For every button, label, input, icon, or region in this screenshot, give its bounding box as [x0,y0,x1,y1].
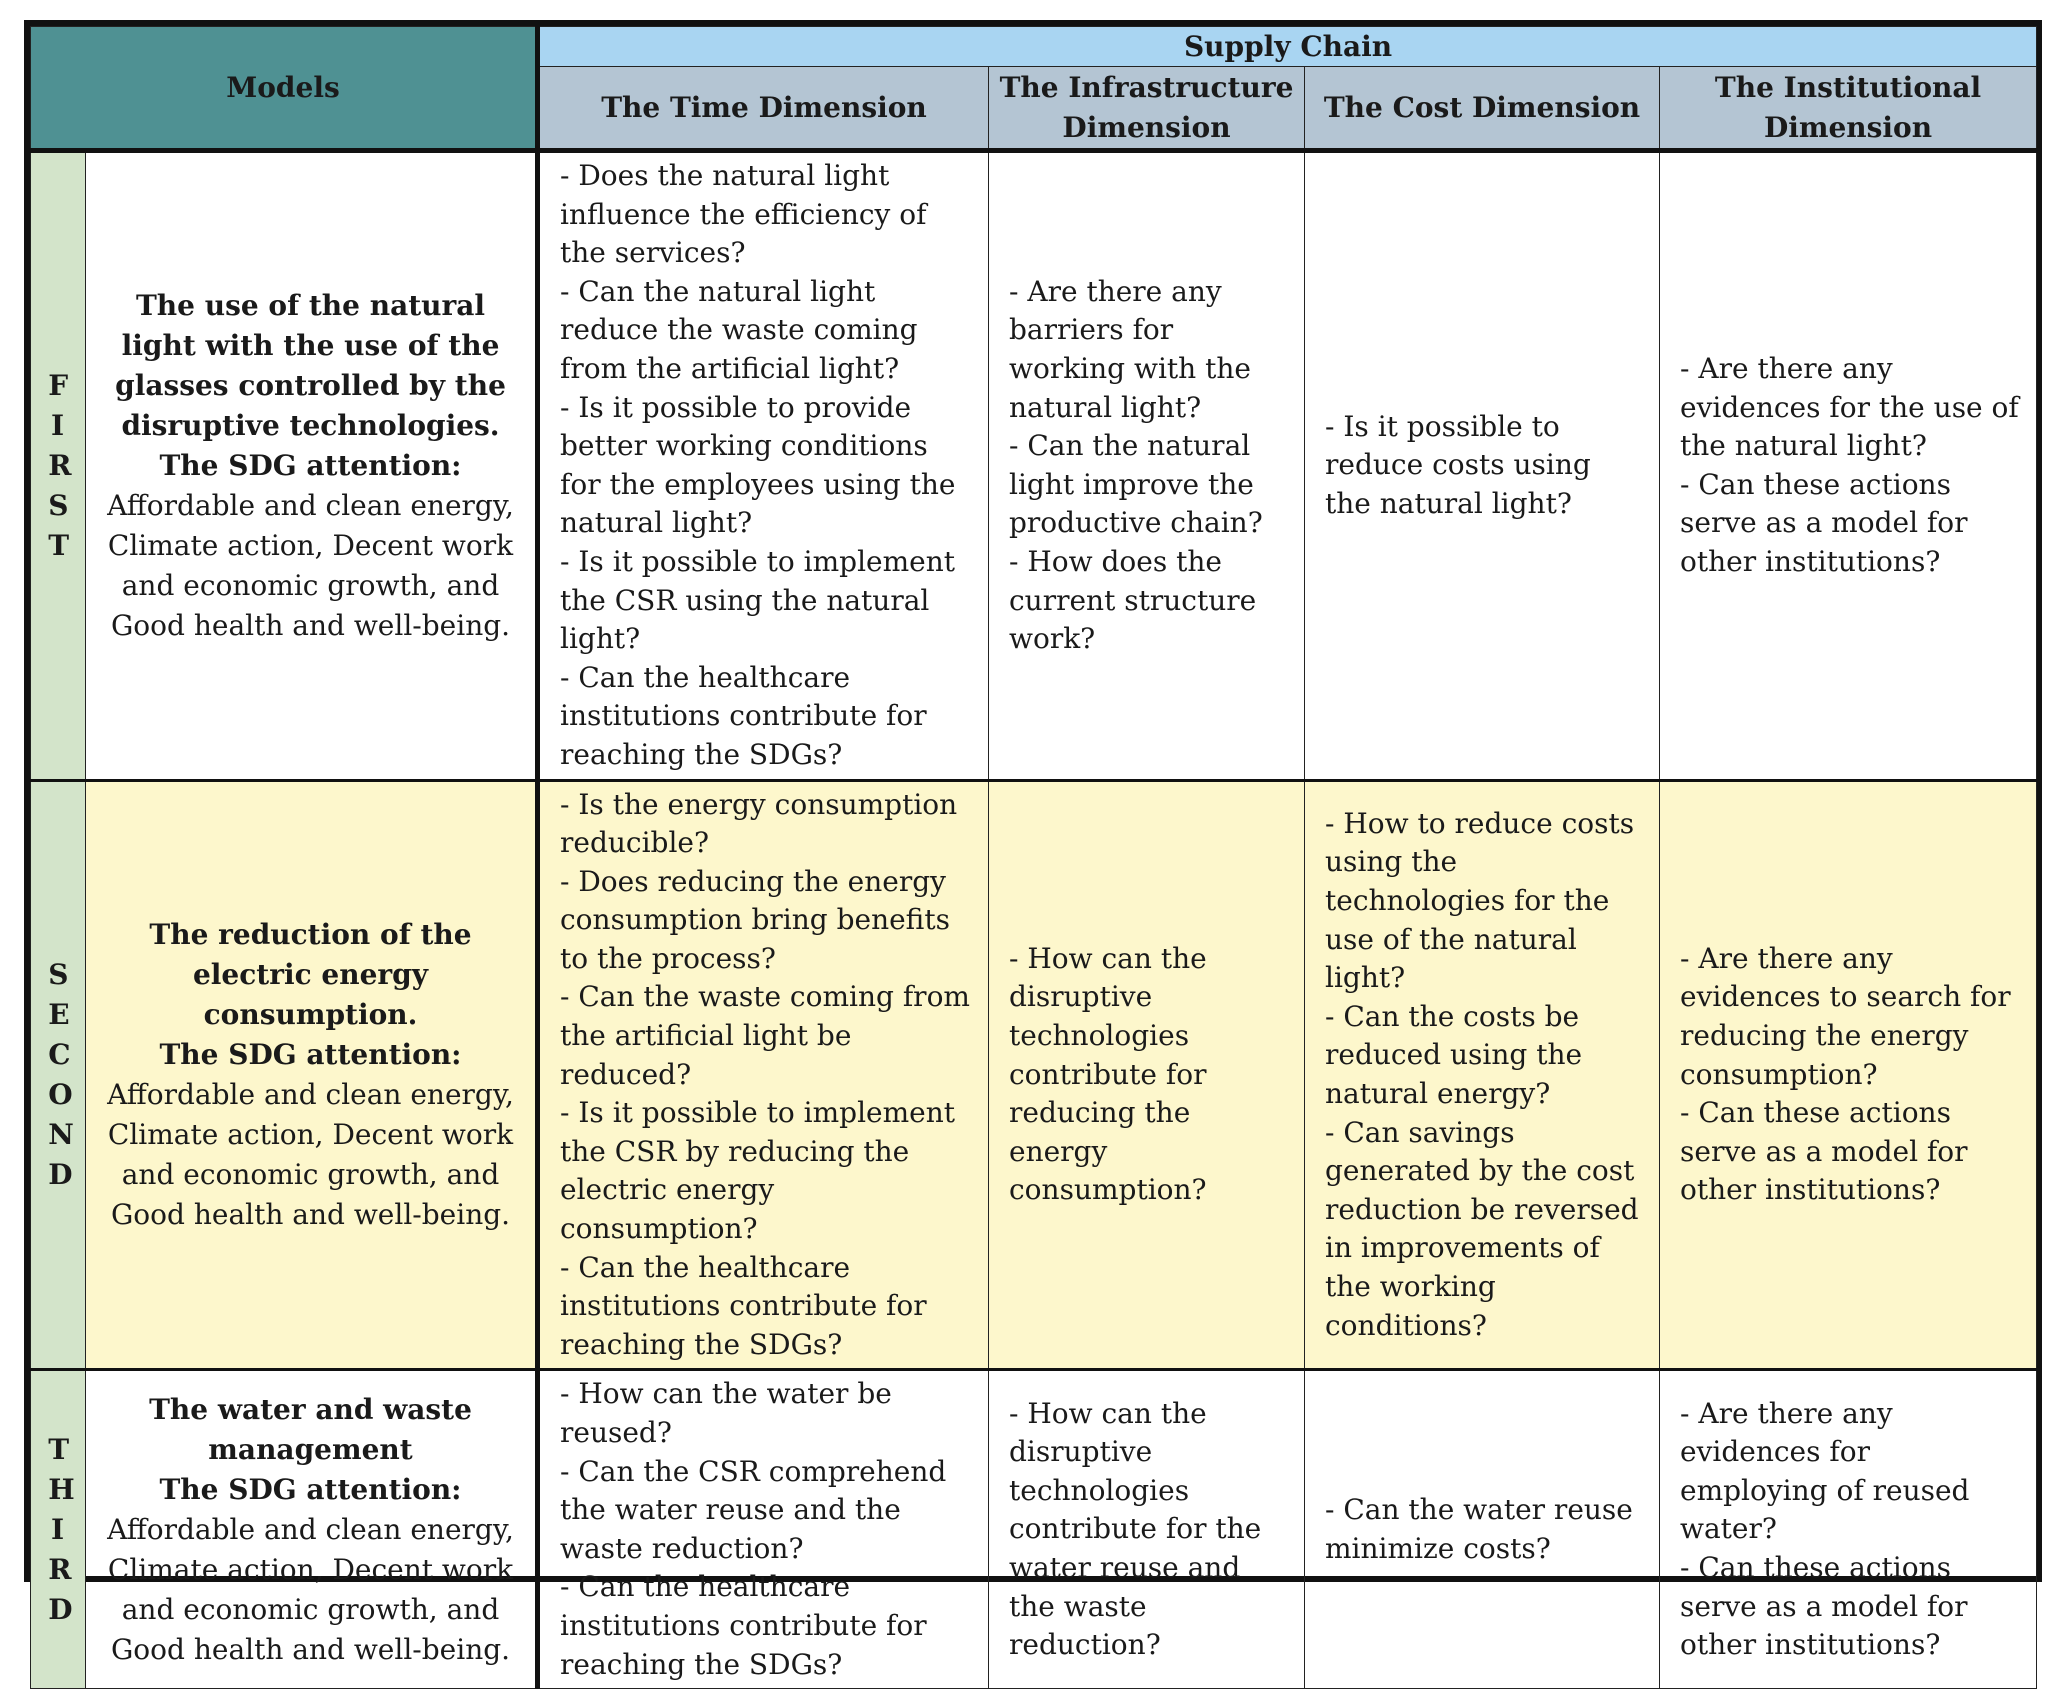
sdg-label: The SDG attention: [159,1472,462,1506]
cost-cell: - Is it possible to reduce costs using the natural light? [1305,151,1660,781]
institutional-dimension-header: The Institutional Dimension [1660,67,2037,151]
infrastructure-cell: - How can the disruptive technologies contribute for reducing the energy consumption? [989,780,1305,1370]
sdg-label: The SDG attention: [159,448,462,482]
models-header: Models [31,27,538,151]
sdg-label: The SDG attention: [159,1037,462,1071]
infrastructure-cell: - Are there any barriers for working with the natural light? - Can the natural light improve the productive chain? - How does the current structure work? [989,151,1305,781]
cost-cell: - How to reduce costs using the technologies for the use of the natural light? - Can the costs be reduced using the natural energy? - Can savings generated by the cost reduction be reversed in improvements of the working conditions? [1305,780,1660,1370]
row-label-second: SECOND [31,780,86,1370]
table-row-second [31,780,2037,1370]
institutional-cell: - Are there any evidences for employing of reused water? - Can these actions serve as a model for other institutions? [1660,1370,2037,1689]
institutional-cell: - Are there any evidences for the use of the natural light? - Can these actions serve as a model for other institutions? [1660,151,2037,781]
cost-cell: - Can the water reuse minimize costs? [1305,1370,1660,1689]
model-title: The reduction of the electric energy consumption. [149,917,472,1031]
sdg-text: Affordable and clean energy, Climate action, Decent work and economic growth, and Good health and well-being. [107,488,514,642]
row-label-third: THIRD [31,1370,86,1689]
supply-chain-table [30,26,2037,1689]
sdg-text: Affordable and clean energy, Climate action, Decent work and economic growth, and Good health and well-being. [107,1512,514,1666]
time-cell: - Is the energy consumption reducible? - Does reducing the energy consumption bring benefits to the process? - Can the waste coming from the artificial light be reduced? - Is it possible to implement the CSR by reducing the electric energy consumption? - Can the healthcare institutions contribute for reaching the SDGs? [538,780,989,1370]
supply-chain-header: Supply Chain [538,27,2037,67]
model-cell-second [86,780,538,1370]
model-title: The use of the natural light with the use of the glasses controlled by the disruptive technologies. [115,288,506,442]
time-cell: - Does the natural light influence the efficiency of the services? - Can the natural light reduce the waste coming from the artificial light? - Is it possible to provide better working conditions for the employees using the natural light? - Is it possible to implement the CSR using the natural light? - Can the healthcare institutions contribute for reaching the SDGs? [538,151,989,781]
time-dimension-header: The Time Dimension [538,67,989,151]
model-title: The water and waste management [149,1392,472,1466]
time-cell: - How can the water be reused? - Can the CSR comprehend the water reuse and the waste reduction? - Can the healthcare institutions contribute for reaching the SDGs? [538,1370,989,1689]
sdg-text: Affordable and clean energy, Climate action, Decent work and economic growth, and Good health and well-being. [107,1077,514,1231]
table-row-third [31,1370,2037,1689]
model-cell-third [86,1370,538,1689]
infrastructure-dimension-header: The Infrastructure Dimension [989,67,1305,151]
infrastructure-cell: - How can the disruptive technologies contribute for the water reuse and the waste reduction? [989,1370,1305,1689]
model-cell-first [86,151,538,781]
institutional-cell: - Are there any evidences to search for reducing the energy consumption? - Can these actions serve as a model for other institutions? [1660,780,2037,1370]
row-label-first: FIRST [31,151,86,781]
supply-chain-table-frame [24,20,2042,1681]
cost-dimension-header: The Cost Dimension [1305,67,1660,151]
table-row-first [31,151,2037,781]
